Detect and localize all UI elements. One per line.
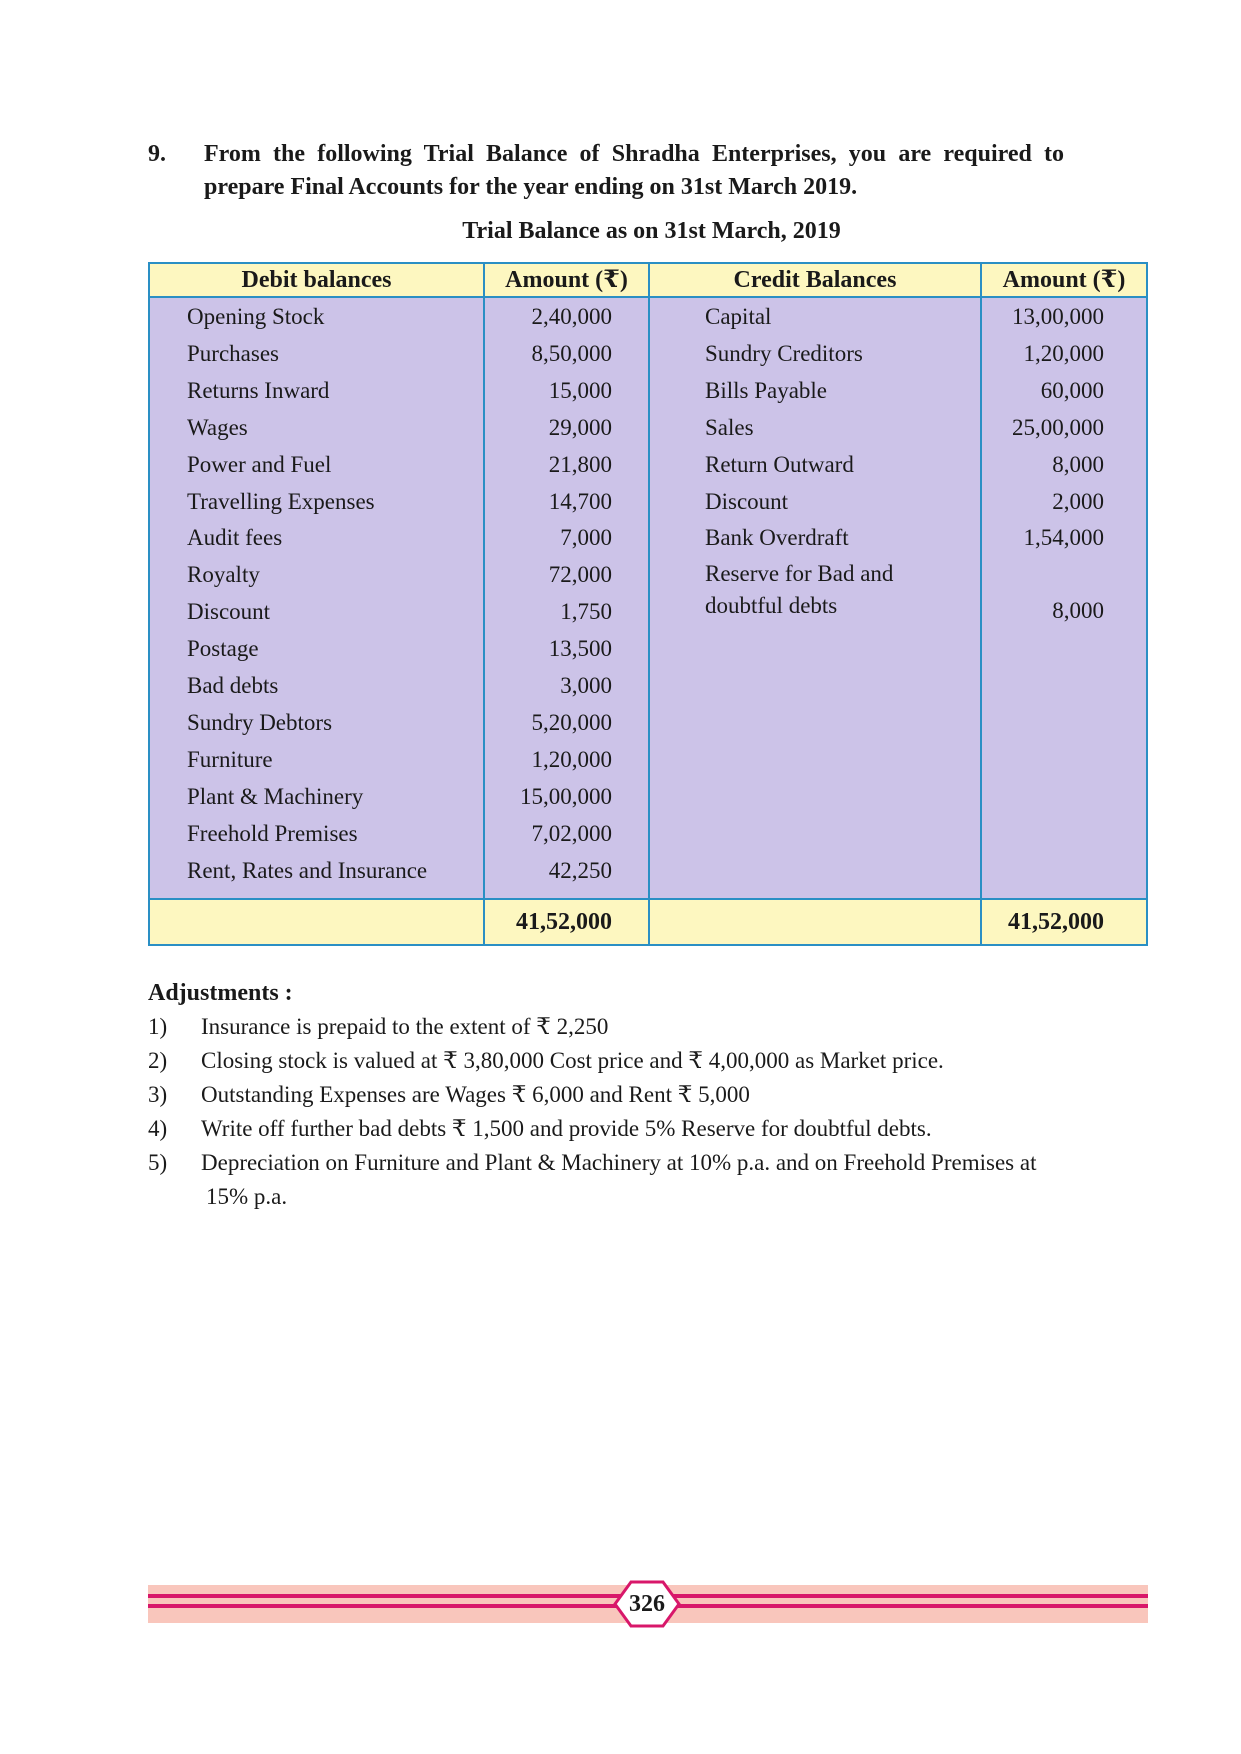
debit-name: Discount (187, 599, 271, 625)
credit-name: Capital (705, 304, 772, 329)
credit-amount: 1,20,000 (1023, 340, 1104, 366)
header-debit: Debit balances (241, 267, 392, 293)
adjustment-number: 5) (148, 1150, 168, 1175)
debit-amount: 2,40,000 (531, 304, 612, 329)
adjustment-item (148, 1078, 1148, 1112)
table-row (150, 630, 1146, 667)
table-row (150, 593, 1146, 630)
table-row (150, 778, 1146, 815)
adjustment-item (148, 1112, 1148, 1146)
trial-balance-title: Trial Balance as on 31st March, 2019 (462, 218, 841, 244)
table-row (150, 815, 1146, 852)
debit-total: 41,52,000 (516, 909, 612, 935)
debit-amount: 1,20,000 (531, 746, 612, 772)
table-row (150, 298, 1146, 335)
debit-name: Plant & Machinery (187, 783, 364, 809)
adjustment-number: 4) (148, 1116, 168, 1141)
table-row (150, 483, 1146, 520)
debit-name: Audit fees (187, 525, 283, 551)
debit-name: Bad debts (187, 673, 279, 698)
table-row (150, 519, 1146, 556)
credit-name: Bank Overdraft (705, 525, 849, 551)
credit-amount: 1,54,000 (1023, 525, 1104, 551)
adjustment-item (148, 1146, 1148, 1214)
credit-amount: 25,00,000 (1012, 414, 1104, 440)
header-debit-amount: Amount (₹) (505, 267, 628, 293)
credit-name: Sales (705, 414, 754, 440)
adjustment-text: Insurance is prepaid to the extent of ₹ 2,250 (201, 1014, 609, 1039)
debit-name: Travelling Expenses (187, 488, 375, 514)
table-row (150, 335, 1146, 372)
adjustment-text: Write off further bad debts ₹ 1,500 and provide 5% Reserve for doubtful debts. (201, 1116, 932, 1141)
debit-amount: 1,750 (560, 599, 612, 625)
debit-name: Rent, Rates and Insurance (187, 857, 428, 883)
question-text: From the following Trial Balance of Shradha Enterprises, you are required to prepare Final Accounts for the year ending on 31st March 2019. (204, 141, 1064, 200)
credit-name: Bills Payable (705, 377, 828, 403)
adjustment-text-continued: 15% p.a. (206, 1184, 288, 1209)
debit-name: Wages (187, 414, 248, 440)
adjustment-text: Depreciation on Furniture and Plant & Machinery at 10% p.a. and on Freehold Premises at (201, 1150, 1037, 1175)
table-row (150, 667, 1146, 704)
credit-reserve-amount: 8,000 (1052, 598, 1104, 623)
debit-amount: 14,700 (548, 488, 612, 514)
credit-amount: 2,000 (1052, 488, 1104, 514)
debit-amount: 42,250 (548, 857, 612, 883)
adjustments-title: Adjustments : (148, 980, 293, 1006)
debit-name: Purchases (187, 340, 279, 366)
credit-reserve-line1: Reserve for Bad and (705, 561, 894, 586)
trial-balance-table (148, 262, 1148, 946)
debit-amount: 72,000 (548, 562, 612, 588)
debit-name: Postage (187, 636, 259, 662)
credit-name: Discount (705, 488, 789, 514)
header-credit-amount: Amount (₹) (1002, 267, 1126, 293)
debit-name: Power and Fuel (187, 451, 332, 477)
adjustment-number: 3) (148, 1082, 168, 1107)
credit-reserve-line2: doubtful debts (705, 593, 838, 618)
credit-amount: 60,000 (1040, 377, 1104, 403)
debit-amount: 13,500 (548, 636, 612, 662)
debit-amount: 3,000 (560, 673, 612, 698)
debit-amount: 15,000 (548, 377, 612, 403)
table-row (150, 741, 1146, 778)
adjustment-text: Outstanding Expenses are Wages ₹ 6,000 and Rent ₹ 5,000 (201, 1082, 750, 1107)
debit-name: Freehold Premises (187, 820, 358, 846)
adjustment-text: Closing stock is valued at ₹ 3,80,000 Cost price and ₹ 4,00,000 as Market price. (201, 1048, 944, 1073)
table-row (150, 446, 1146, 483)
debit-name: Royalty (187, 562, 260, 588)
adjustment-number: 2) (148, 1048, 168, 1073)
debit-amount: 5,20,000 (531, 709, 612, 735)
table-row (150, 852, 1146, 889)
debit-name: Returns Inward (187, 377, 330, 403)
debit-name: Opening Stock (187, 304, 325, 329)
debit-amount: 7,000 (560, 525, 612, 551)
table-row (150, 409, 1146, 446)
question-number: 9. (148, 141, 166, 167)
debit-name: Furniture (187, 746, 273, 772)
adjustment-number: 1) (148, 1014, 168, 1039)
debit-amount: 21,800 (548, 451, 612, 477)
question (148, 138, 1064, 204)
debit-amount: 29,000 (548, 414, 612, 440)
debit-amount: 15,00,000 (520, 783, 612, 809)
debit-name: Sundry Debtors (187, 709, 333, 735)
adjustment-item (148, 1044, 1148, 1078)
debit-amount: 8,50,000 (531, 340, 612, 366)
page-number: 326 (629, 1591, 665, 1617)
table-row (150, 556, 1146, 593)
adjustment-item (148, 1010, 1148, 1044)
header-credit: Credit Balances (733, 267, 897, 293)
adjustments-list (148, 1010, 1148, 1214)
debit-amount: 7,02,000 (531, 820, 612, 846)
table-row (150, 704, 1146, 741)
credit-amount: 13,00,000 (1012, 304, 1104, 329)
credit-amount: 8,000 (1052, 451, 1104, 477)
credit-total: 41,52,000 (1008, 909, 1104, 935)
table-row (150, 372, 1146, 409)
credit-name: Return Outward (705, 451, 854, 477)
credit-name: Sundry Creditors (705, 340, 863, 366)
